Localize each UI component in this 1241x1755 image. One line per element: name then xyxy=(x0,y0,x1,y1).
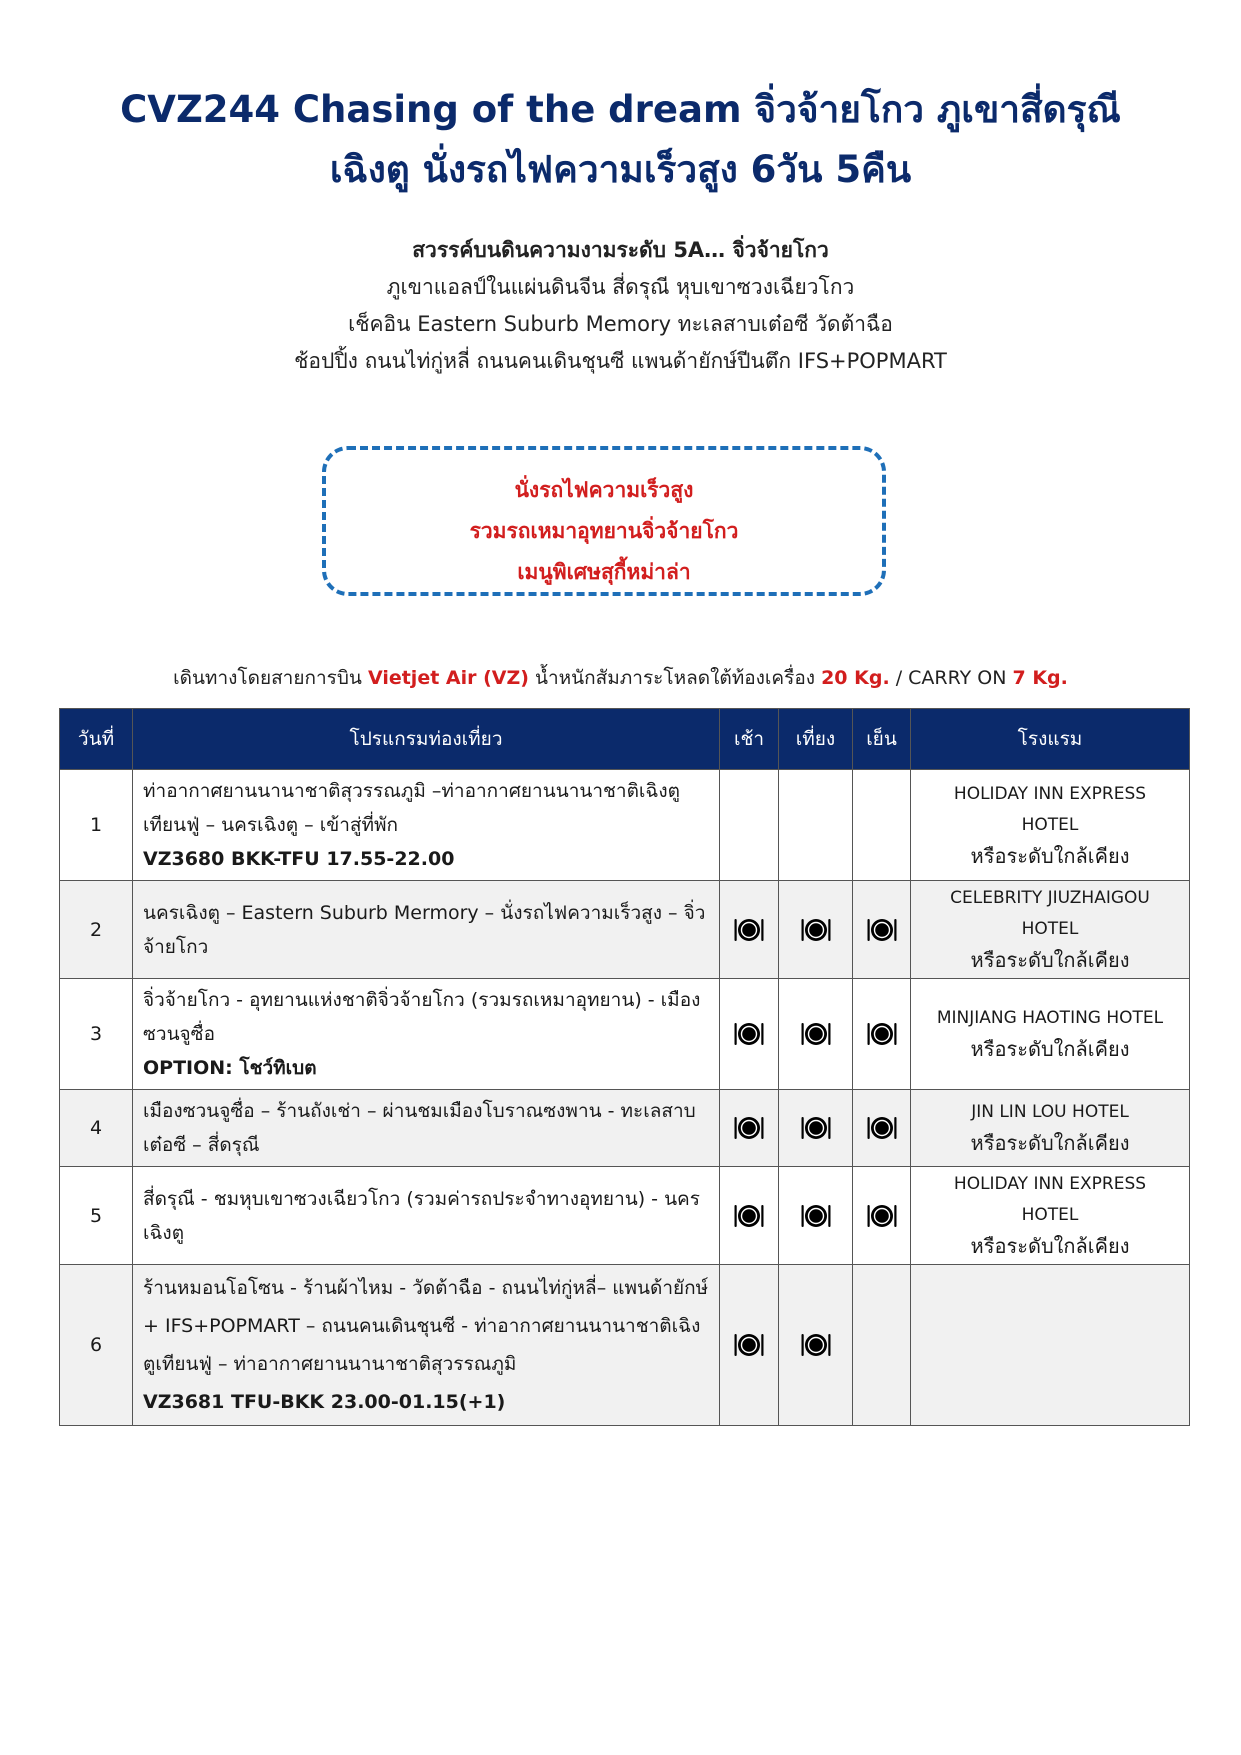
tour-summary xyxy=(0,232,1241,380)
itinerary-table xyxy=(59,708,1190,1426)
header-lunch: เที่ยง xyxy=(779,709,853,770)
meal-plate-icon xyxy=(866,1200,898,1232)
summary-line-3: เช็คอิน Eastern Suburb Memory ทะเลสาบเต๋อซี วัดต้าฉือ xyxy=(348,312,893,336)
program-cell xyxy=(133,770,720,881)
meal-plate-icon xyxy=(800,1112,832,1144)
carry-on-label: / CARRY ON xyxy=(889,667,1013,689)
program-cell xyxy=(133,881,720,979)
hotel-name: MINJIANG HAOTING HOTEL xyxy=(936,1008,1164,1028)
summary-line-1: สวรรค์บนดินความงามระดับ 5A… จิ่วจ้ายโกว xyxy=(412,238,829,262)
dinner-cell xyxy=(853,1090,911,1167)
dinner-cell xyxy=(853,979,911,1090)
table-row xyxy=(60,1265,1190,1426)
day-cell: 1 xyxy=(60,770,133,881)
hotel-cell xyxy=(911,979,1190,1090)
highlight-item: รวมรถเหมาอุทยานจิ่วจ้ายโกว xyxy=(469,519,739,543)
header-program: โปรแกรมท่องเที่ยว xyxy=(133,709,720,770)
meal-plate-icon xyxy=(733,1112,765,1144)
meal-plate-icon xyxy=(733,1018,765,1050)
breakfast-cell xyxy=(720,770,779,881)
program-text: จิ่วจ้ายโกว - อุทยานแห่งชาติจิ่วจ้ายโกว (รวมรถเหมาอุทยาน) - เมืองซวนจูซื่อ xyxy=(143,989,701,1045)
hotel-cell xyxy=(911,770,1190,881)
hotel-alternative: หรือระดับใกล้เคียง xyxy=(970,1131,1130,1155)
program-cell xyxy=(133,1167,720,1265)
breakfast-cell xyxy=(720,1167,779,1265)
hotel-cell xyxy=(911,1090,1190,1167)
airline-prefix: เดินทางโดยสายการบิน xyxy=(173,667,368,689)
option-info: OPTION: โชว์ทิเบต xyxy=(143,1057,317,1079)
breakfast-cell xyxy=(720,1265,779,1426)
hotel-alternative: หรือระดับใกล้เคียง xyxy=(970,1037,1130,1061)
hotel-name-cont: HOTEL xyxy=(1021,1205,1079,1225)
program-cell xyxy=(133,1265,720,1426)
hotel-name: HOLIDAY INN EXPRESS xyxy=(953,783,1147,804)
table-header-row xyxy=(60,709,1190,770)
dinner-cell xyxy=(853,881,911,979)
meal-plate-icon xyxy=(866,1018,898,1050)
table-row xyxy=(60,881,1190,979)
breakfast-cell xyxy=(720,1090,779,1167)
day-cell: 2 xyxy=(60,881,133,979)
table-row xyxy=(60,1167,1190,1265)
program-text: ท่าอากาศยานนานาชาติสุวรรณภูมิ –ท่าอากาศยานนานาชาติเฉิงตูเทียนฟู่ – นครเฉิงตู – เข้าสู่ที่พัก xyxy=(143,780,680,836)
dinner-cell xyxy=(853,1167,911,1265)
dinner-cell xyxy=(853,1265,911,1426)
header-dinner: เย็น xyxy=(853,709,911,770)
dinner-cell xyxy=(853,770,911,881)
header-day: วันที่ xyxy=(60,709,133,770)
baggage-weight: 20 Kg. xyxy=(821,667,890,689)
title-line-1: CVZ244 Chasing of the dream จิ่วจ้ายโกว ภูเขาสี่ดรุณี xyxy=(120,88,1121,131)
highlight-item: เมนูพิเศษสุกี้หม่าล่า xyxy=(517,560,691,584)
day-cell: 4 xyxy=(60,1090,133,1167)
meal-plate-icon xyxy=(733,914,765,946)
page-title xyxy=(0,80,1241,200)
meal-plate-icon xyxy=(800,1200,832,1232)
table-row xyxy=(60,979,1190,1090)
baggage-label: น้ำหนักสัมภาระโหลดใต้ท้องเครื่อง xyxy=(528,667,822,689)
lunch-cell xyxy=(779,770,853,881)
lunch-cell xyxy=(779,1090,853,1167)
airline-name: Vietjet Air (VZ) xyxy=(367,667,529,689)
day-cell: 5 xyxy=(60,1167,133,1265)
meal-plate-icon xyxy=(866,1112,898,1144)
hotel-name-cont: HOTEL xyxy=(1021,919,1079,939)
flight-info: VZ3680 BKK-TFU 17.55-22.00 xyxy=(143,848,455,870)
hotel-alternative: หรือระดับใกล้เคียง xyxy=(970,948,1130,972)
lunch-cell xyxy=(779,1265,853,1426)
lunch-cell xyxy=(779,979,853,1090)
hotel-name-cont: HOTEL xyxy=(1021,814,1079,835)
program-text: นครเฉิงตู – Eastern Suburb Mermory – นั่งรถไฟความเร็วสูง – จิ่วจ้ายโกว xyxy=(143,901,706,958)
table-row xyxy=(60,1090,1190,1167)
hotel-cell xyxy=(911,1167,1190,1265)
table-row xyxy=(60,770,1190,881)
hotel-cell xyxy=(911,881,1190,979)
flight-info: VZ3681 TFU-BKK 23.00-01.15(+1) xyxy=(143,1391,506,1413)
program-cell xyxy=(133,979,720,1090)
breakfast-cell xyxy=(720,881,779,979)
carry-on-weight: 7 Kg. xyxy=(1012,667,1068,689)
lunch-cell xyxy=(779,881,853,979)
header-breakfast: เช้า xyxy=(720,709,779,770)
program-text: สี่ดรุณี - ชมหุบเขาซวงเฉียวโกว (รวมค่ารถประจำทางอุทยาน) - นครเฉิงตู xyxy=(143,1187,700,1244)
program-text: เมืองซวนจูซื่อ – ร้านถังเช่า – ผ่านชมเมืองโบราณซงพาน - ทะเลสาบเต๋อซี – สี่ดรุณี xyxy=(143,1100,696,1156)
lunch-cell xyxy=(779,1167,853,1265)
program-cell xyxy=(133,1090,720,1167)
title-line-2: เฉิงตู นั่งรถไฟความเร็วสูง 6วัน 5คืน xyxy=(329,148,912,191)
hotel-cell xyxy=(911,1265,1190,1426)
meal-plate-icon xyxy=(800,1018,832,1050)
highlights-box xyxy=(322,446,886,596)
hotel-name: JIN LIN LOU HOTEL xyxy=(971,1102,1129,1122)
meal-plate-icon xyxy=(733,1200,765,1232)
hotel-name: HOLIDAY INN EXPRESS xyxy=(953,1174,1147,1194)
meal-plate-icon xyxy=(866,914,898,946)
meal-plate-icon xyxy=(800,914,832,946)
day-cell: 3 xyxy=(60,979,133,1090)
meal-plate-icon xyxy=(800,1329,832,1361)
highlight-item: นั่งรถไฟความเร็วสูง xyxy=(514,478,694,502)
program-text: ร้านหมอนโอโซน - ร้านผ้าไหม - วัดต้าฉือ - ถนนไท่กู่หลี่– แพนด้ายักษ์ + IFS+POPMART – ถนนคนเดินชุนซี - ท่าอากาศยานนานาชาติเฉิงตูเทียนฟู่ – ท่าอากาศยานนานาชาติสุวรรณภูมิ xyxy=(143,1277,709,1375)
header-hotel: โรงแรม xyxy=(911,709,1190,770)
breakfast-cell xyxy=(720,979,779,1090)
hotel-alternative: หรือระดับใกล้เคียง xyxy=(970,843,1130,868)
summary-line-4: ช้อปปิ้ง ถนนไท่กู่หลี่ ถนนคนเดินชุนซี แพนด้ายักษ์ปีนตึก IFS+POPMART xyxy=(294,349,947,373)
hotel-alternative: หรือระดับใกล้เคียง xyxy=(970,1234,1130,1258)
meal-plate-icon xyxy=(733,1329,765,1361)
airline-info xyxy=(0,663,1241,693)
hotel-name: CELEBRITY JIUZHAIGOU xyxy=(950,888,1150,908)
day-cell: 6 xyxy=(60,1265,133,1426)
summary-line-2: ภูเขาแอลป์ในแผ่นดินจีน สี่ดรุณี หุบเขาซวงเฉียวโกว xyxy=(386,275,855,299)
